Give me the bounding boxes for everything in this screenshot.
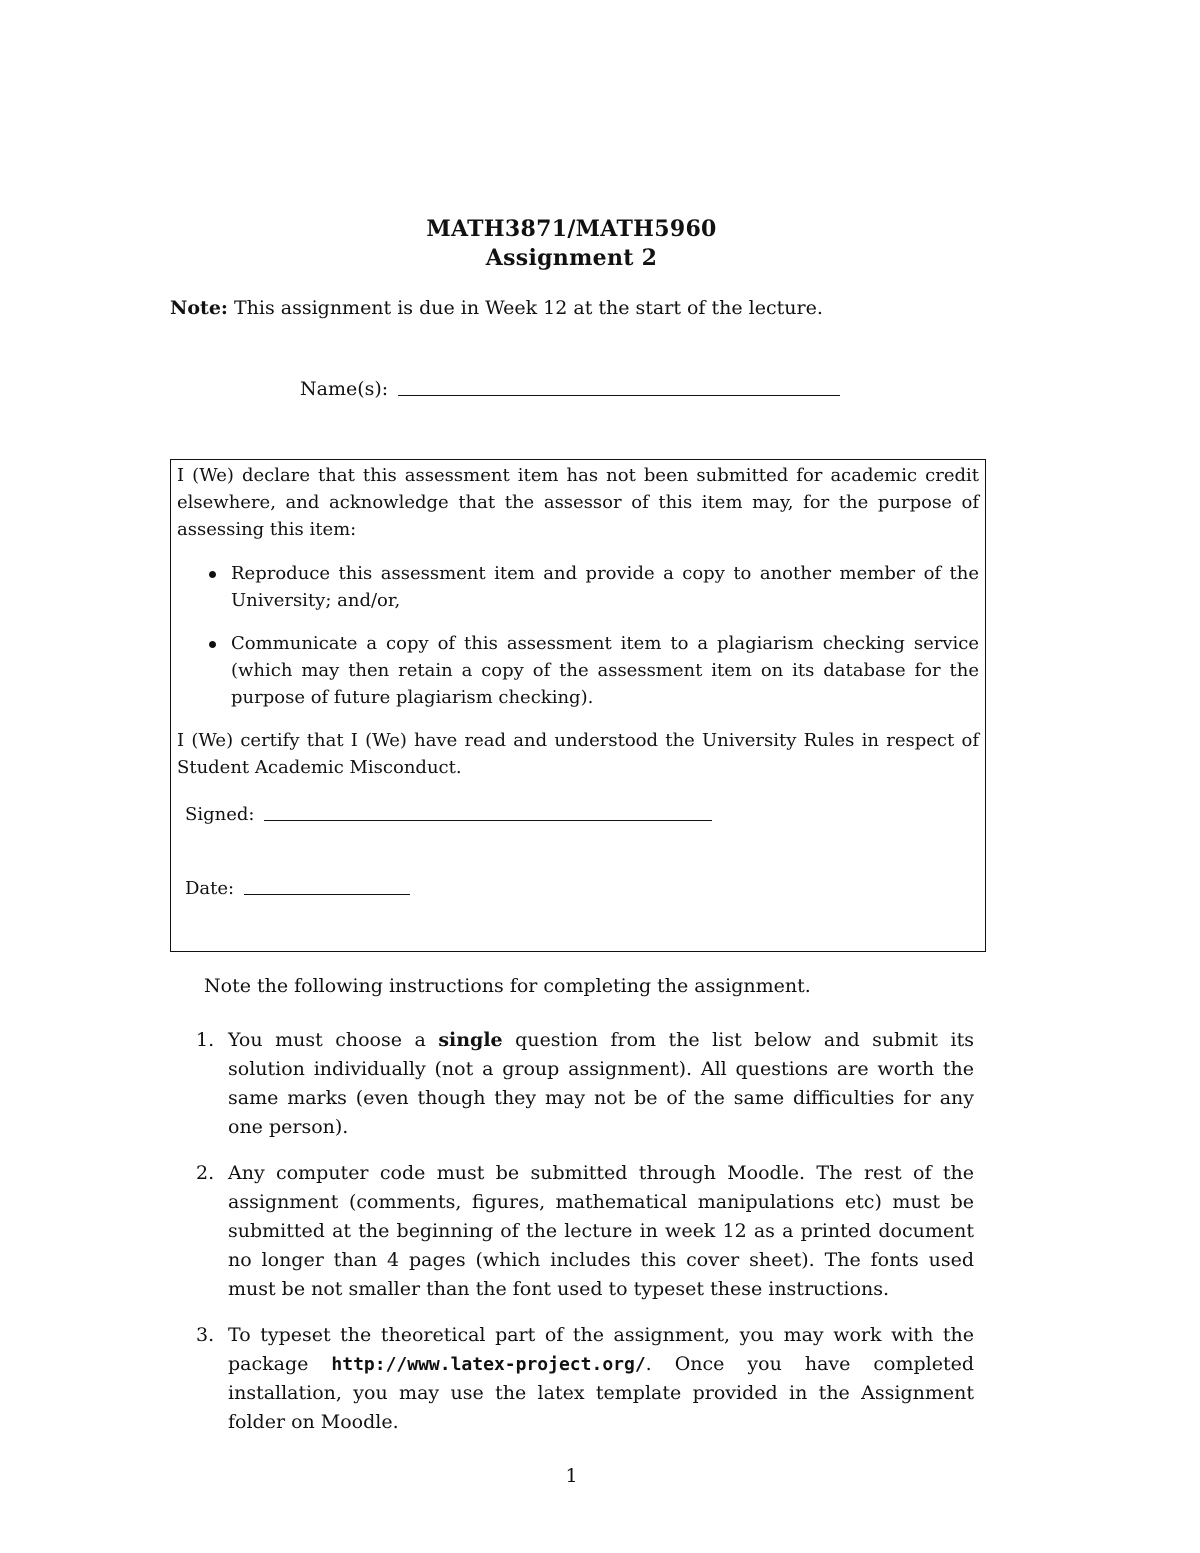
declaration-box [170,459,986,952]
instruction-text: You must choose a [228,1029,439,1051]
name-label: Name(s): [300,378,389,400]
instructions-intro: Note the following instructions for completing the assignment. [204,975,811,997]
date-blank-line [244,893,410,895]
bullet-icon [209,571,216,578]
assignment-title: Assignment 2 [485,245,658,271]
bullet-icon [209,641,216,648]
instruction-text: question from the list below and submit its solution individually (not a group assignment). All questions are worth the same marks (even though they may not be of the same difficulties for any one person). [228,1029,974,1138]
signed-label: Signed: [185,804,255,825]
instruction-text: Any computer code must be submitted through Moodle. The rest of the assignment (comments, figures, mathematical manipulations etc) must be submitted at the beginning of the lecture in week 12 as a printed document no longer than 4 pages (which includes this cover sheet). The fonts used must be not smaller than the font used to typeset these instructions. [228,1162,974,1300]
declaration-certify: I (We) certify that I (We) have read and understood the University Rules in respect of Student Academic Misconduct. [177,730,979,778]
declaration-bullet [231,630,979,711]
instruction-item [190,1159,974,1304]
instruction-number: 1. [196,1029,215,1051]
note-label: Note: [170,297,228,319]
date-label: Date: [185,878,235,899]
declaration-intro: I (We) declare that this assessment item has not been submitted for academic credit elsewhere, and acknowledge that the assessor of this item may, for the purpose of assessing this item: [177,465,979,540]
course-title: MATH3871/MATH5960 [426,216,717,242]
declaration-bullet-text: Communicate a copy of this assessment item to a plagiarism checking service (which may then retain a copy of the assessment item on its database for the purpose of future plagiarism checking). [231,633,979,708]
name-blank-line [398,394,840,396]
due-note [170,297,823,319]
instruction-text: . Once you have completed installation, you may use the latex template provided in the Assignment folder on Moodle. [228,1353,974,1433]
instruction-emphasis: single [438,1029,503,1051]
instruction-number: 3. [196,1324,215,1346]
date-field [185,878,410,899]
signed-blank-line [264,819,712,821]
declaration-bullet [231,560,979,614]
instructions-list [190,1026,974,1454]
declaration-bullet-text: Reproduce this assessment item and provide a copy to another member of the University; and/or, [231,563,979,611]
latex-project-link[interactable]: http://www.latex-project.org/ [331,1354,646,1375]
instruction-number: 2. [196,1162,215,1184]
signed-field [185,804,712,825]
instruction-item [190,1321,974,1437]
page-number: 1 [565,1465,578,1487]
name-field [300,378,840,400]
instruction-item [190,1026,974,1142]
note-text: This assignment is due in Week 12 at the start of the lecture. [233,297,823,319]
declaration-bullet-list [231,560,979,727]
instruction-text: To typeset the theoretical part of the assignment, you may work with the package [228,1324,974,1375]
